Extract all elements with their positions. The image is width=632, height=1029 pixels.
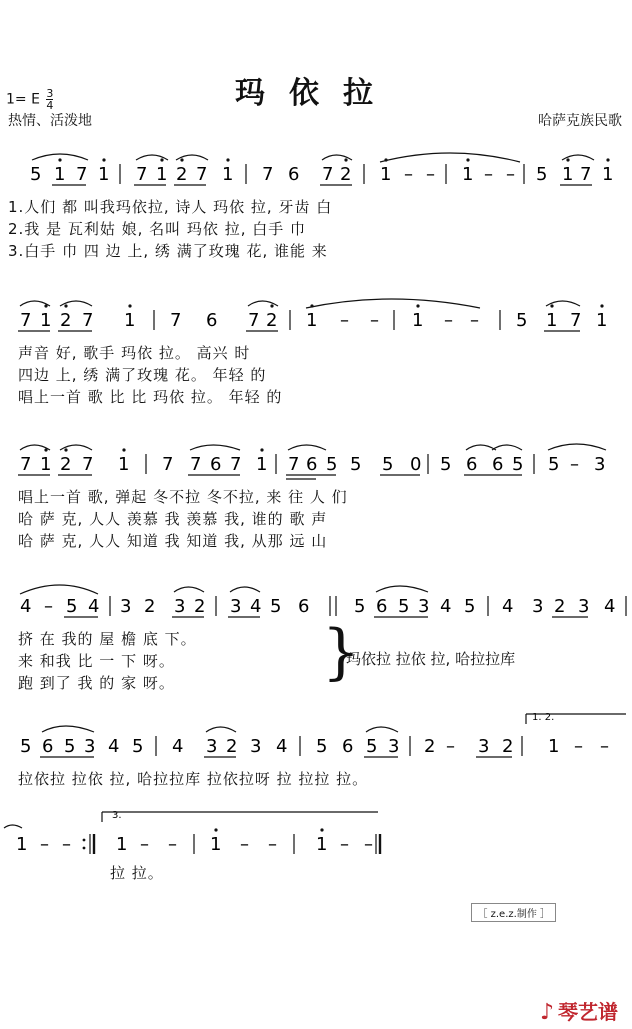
svg-text:3: 3: [388, 736, 400, 757]
svg-text:–: –: [168, 834, 177, 855]
svg-text:–: –: [426, 164, 435, 185]
svg-text:2: 2: [424, 736, 436, 757]
svg-text:4: 4: [604, 596, 616, 617]
time-signature-top: 3: [46, 87, 54, 100]
svg-text:1: 1: [40, 310, 52, 331]
svg-text:1: 1: [54, 164, 66, 185]
svg-text:3: 3: [532, 596, 544, 617]
lyric-line: 3.白手 巾 四 边 上, 绣 满了玫瑰 花, 谁能 来: [8, 242, 328, 260]
svg-text:2: 2: [176, 164, 188, 185]
svg-text:–: –: [470, 310, 479, 331]
svg-text:1: 1: [222, 164, 234, 185]
svg-text:1: 1: [256, 454, 268, 475]
svg-text:7: 7: [196, 164, 208, 185]
svg-text:6: 6: [288, 164, 300, 185]
svg-text:4: 4: [20, 596, 32, 617]
svg-text:3: 3: [206, 736, 218, 757]
svg-text:5: 5: [548, 454, 560, 475]
svg-text:3: 3: [478, 736, 490, 757]
svg-text:7: 7: [248, 310, 260, 331]
svg-text:1: 1: [548, 736, 560, 757]
svg-text:6: 6: [492, 454, 504, 475]
svg-text:–: –: [364, 834, 373, 855]
svg-text:6: 6: [376, 596, 388, 617]
song-origin: 哈萨克族民歌: [538, 113, 622, 129]
svg-text:3: 3: [250, 736, 262, 757]
svg-text:6: 6: [306, 454, 318, 475]
svg-text:1: 1: [412, 310, 424, 331]
svg-text:7: 7: [288, 454, 300, 475]
svg-text:1: 1: [462, 164, 474, 185]
logo-text: 琴艺谱: [558, 1000, 618, 1024]
svg-text:7: 7: [136, 164, 148, 185]
lyric-line: 拉依拉 拉依 拉, 哈拉拉库 拉依拉呀 拉 拉拉 拉。: [18, 770, 369, 788]
svg-text:–: –: [484, 164, 493, 185]
ending-label-3: 3.: [112, 810, 122, 821]
svg-text:6: 6: [206, 310, 218, 331]
tempo-marking: 热情、活泼地: [8, 113, 92, 129]
svg-text:5: 5: [66, 596, 78, 617]
page-title: 玛依拉: [235, 76, 397, 111]
lyric-line: 声音 好, 歌手 玛依 拉。 高兴 时: [18, 344, 251, 362]
lyric-line: 唱上一首 歌, 弹起 冬不拉 冬不拉, 来 往 人 们: [18, 488, 348, 506]
svg-text:–: –: [44, 596, 53, 617]
svg-text:7: 7: [190, 454, 202, 475]
svg-text:7: 7: [230, 454, 242, 475]
score-system-3: [0, 430, 632, 550]
svg-text:7: 7: [262, 164, 274, 185]
svg-text:6: 6: [42, 736, 54, 757]
notation-line-6: [0, 810, 632, 880]
svg-text:5: 5: [536, 164, 548, 185]
svg-text:2: 2: [266, 310, 278, 331]
svg-text:–: –: [268, 834, 277, 855]
svg-text:1: 1: [596, 310, 608, 331]
svg-text:5: 5: [316, 736, 328, 757]
refrain-lyric: 玛依拉 拉依 拉, 哈拉拉库: [346, 650, 516, 668]
svg-text:4: 4: [172, 736, 184, 757]
svg-text:5: 5: [516, 310, 528, 331]
svg-text:5: 5: [382, 454, 394, 475]
score-system-5: [0, 712, 632, 788]
svg-text:1: 1: [210, 834, 222, 855]
lyric-line: 拉 拉。: [110, 864, 164, 882]
svg-text:4: 4: [250, 596, 262, 617]
svg-text:–: –: [570, 454, 579, 475]
svg-text:7: 7: [580, 164, 592, 185]
svg-text:2: 2: [60, 454, 72, 475]
svg-text:7: 7: [82, 310, 94, 331]
svg-text:1: 1: [16, 834, 28, 855]
svg-text:5: 5: [64, 736, 76, 757]
svg-text:–: –: [506, 164, 515, 185]
lyric-line: 挤 在 我的 屋 檐 底 下。: [18, 630, 197, 648]
key-label: 1= E: [6, 91, 40, 108]
svg-text:2: 2: [226, 736, 238, 757]
svg-text:1: 1: [40, 454, 52, 475]
svg-text:1: 1: [562, 164, 574, 185]
svg-text:5: 5: [354, 596, 366, 617]
logo-icon: ♪: [539, 1000, 554, 1025]
svg-text:7: 7: [322, 164, 334, 185]
svg-text:–: –: [62, 834, 71, 855]
svg-text:–: –: [444, 310, 453, 331]
svg-text:4: 4: [88, 596, 100, 617]
svg-text:3: 3: [418, 596, 430, 617]
svg-text:–: –: [140, 834, 149, 855]
svg-text:1: 1: [156, 164, 168, 185]
svg-text:0: 0: [410, 454, 422, 475]
svg-text:5: 5: [464, 596, 476, 617]
svg-text:2: 2: [194, 596, 206, 617]
svg-text:–: –: [574, 736, 583, 757]
svg-text:–: –: [600, 736, 609, 757]
svg-text:4: 4: [276, 736, 288, 757]
svg-text:1: 1: [306, 310, 318, 331]
svg-text:5: 5: [270, 596, 282, 617]
svg-text:–: –: [340, 310, 349, 331]
svg-text:5: 5: [30, 164, 42, 185]
svg-text:7: 7: [20, 454, 32, 475]
lyric-line: 四边 上, 绣 满了玫瑰 花。 年轻 的: [18, 366, 267, 384]
svg-text:1: 1: [546, 310, 558, 331]
credit-label: ［ z.e.z.制作 ］: [471, 903, 556, 922]
svg-text:–: –: [340, 834, 349, 855]
lyric-line: 2.我 是 瓦利姑 娘, 名叫 玛依 拉, 白手 巾: [8, 220, 306, 238]
score-system-4: [0, 572, 632, 692]
svg-text:2: 2: [144, 596, 156, 617]
svg-text:7: 7: [76, 164, 88, 185]
svg-text:6: 6: [342, 736, 354, 757]
lyric-line: 哈 萨 克, 人人 知道 我 知道 我, 从那 远 山: [18, 532, 328, 550]
svg-text:1: 1: [380, 164, 392, 185]
svg-text:4: 4: [440, 596, 452, 617]
svg-text:3: 3: [120, 596, 132, 617]
ending-label-1-2: 1. 2.: [532, 712, 555, 723]
verse-brace: }: [322, 617, 361, 687]
lyric-line: 来 和我 比 一 下 呀。: [18, 652, 175, 670]
svg-text:7: 7: [82, 454, 94, 475]
svg-text:5: 5: [366, 736, 378, 757]
svg-text:–: –: [40, 834, 49, 855]
svg-text:5: 5: [350, 454, 362, 475]
time-signature-bottom: 4: [46, 99, 54, 112]
svg-text:5: 5: [326, 454, 338, 475]
score-system-6: [0, 810, 632, 880]
lyric-line: 跑 到了 我 的 家 呀。: [18, 674, 175, 692]
svg-text:–: –: [370, 310, 379, 331]
lyric-line: 唱上一首 歌 比 比 玛依 拉。 年轻 的: [18, 388, 283, 406]
svg-text:5: 5: [132, 736, 144, 757]
svg-text:3: 3: [594, 454, 606, 475]
svg-text:6: 6: [466, 454, 478, 475]
svg-text:5: 5: [440, 454, 452, 475]
svg-text:1: 1: [118, 454, 130, 475]
svg-text:–: –: [404, 164, 413, 185]
svg-text:6: 6: [298, 596, 310, 617]
svg-text:–: –: [240, 834, 249, 855]
svg-text:7: 7: [170, 310, 182, 331]
svg-text:6: 6: [210, 454, 222, 475]
svg-text:4: 4: [502, 596, 514, 617]
svg-text:2: 2: [554, 596, 566, 617]
svg-text:–: –: [446, 736, 455, 757]
svg-text:1: 1: [116, 834, 128, 855]
svg-text:1: 1: [316, 834, 328, 855]
svg-text:3: 3: [578, 596, 590, 617]
svg-text:5: 5: [398, 596, 410, 617]
svg-text:3: 3: [174, 596, 186, 617]
svg-text:2: 2: [340, 164, 352, 185]
svg-text:7: 7: [20, 310, 32, 331]
lyric-line: 哈 萨 克, 人人 羡慕 我 羡慕 我, 谁的 歌 声: [18, 510, 328, 528]
score-system-1: [0, 140, 632, 260]
svg-text:1: 1: [602, 164, 614, 185]
svg-text:5: 5: [512, 454, 524, 475]
svg-text:2: 2: [60, 310, 72, 331]
score-system-2: [0, 286, 632, 406]
site-logo: [540, 996, 618, 1025]
svg-text:1: 1: [98, 164, 110, 185]
svg-text:7: 7: [570, 310, 582, 331]
svg-text:5: 5: [20, 736, 32, 757]
svg-text:7: 7: [162, 454, 174, 475]
lyric-line: 1.人们 都 叫我玛依拉, 诗人 玛依 拉, 牙齿 白: [8, 198, 333, 216]
svg-text:1: 1: [124, 310, 136, 331]
svg-text:3: 3: [230, 596, 242, 617]
svg-text:2: 2: [502, 736, 514, 757]
svg-text:4: 4: [108, 736, 120, 757]
svg-text:3: 3: [84, 736, 96, 757]
